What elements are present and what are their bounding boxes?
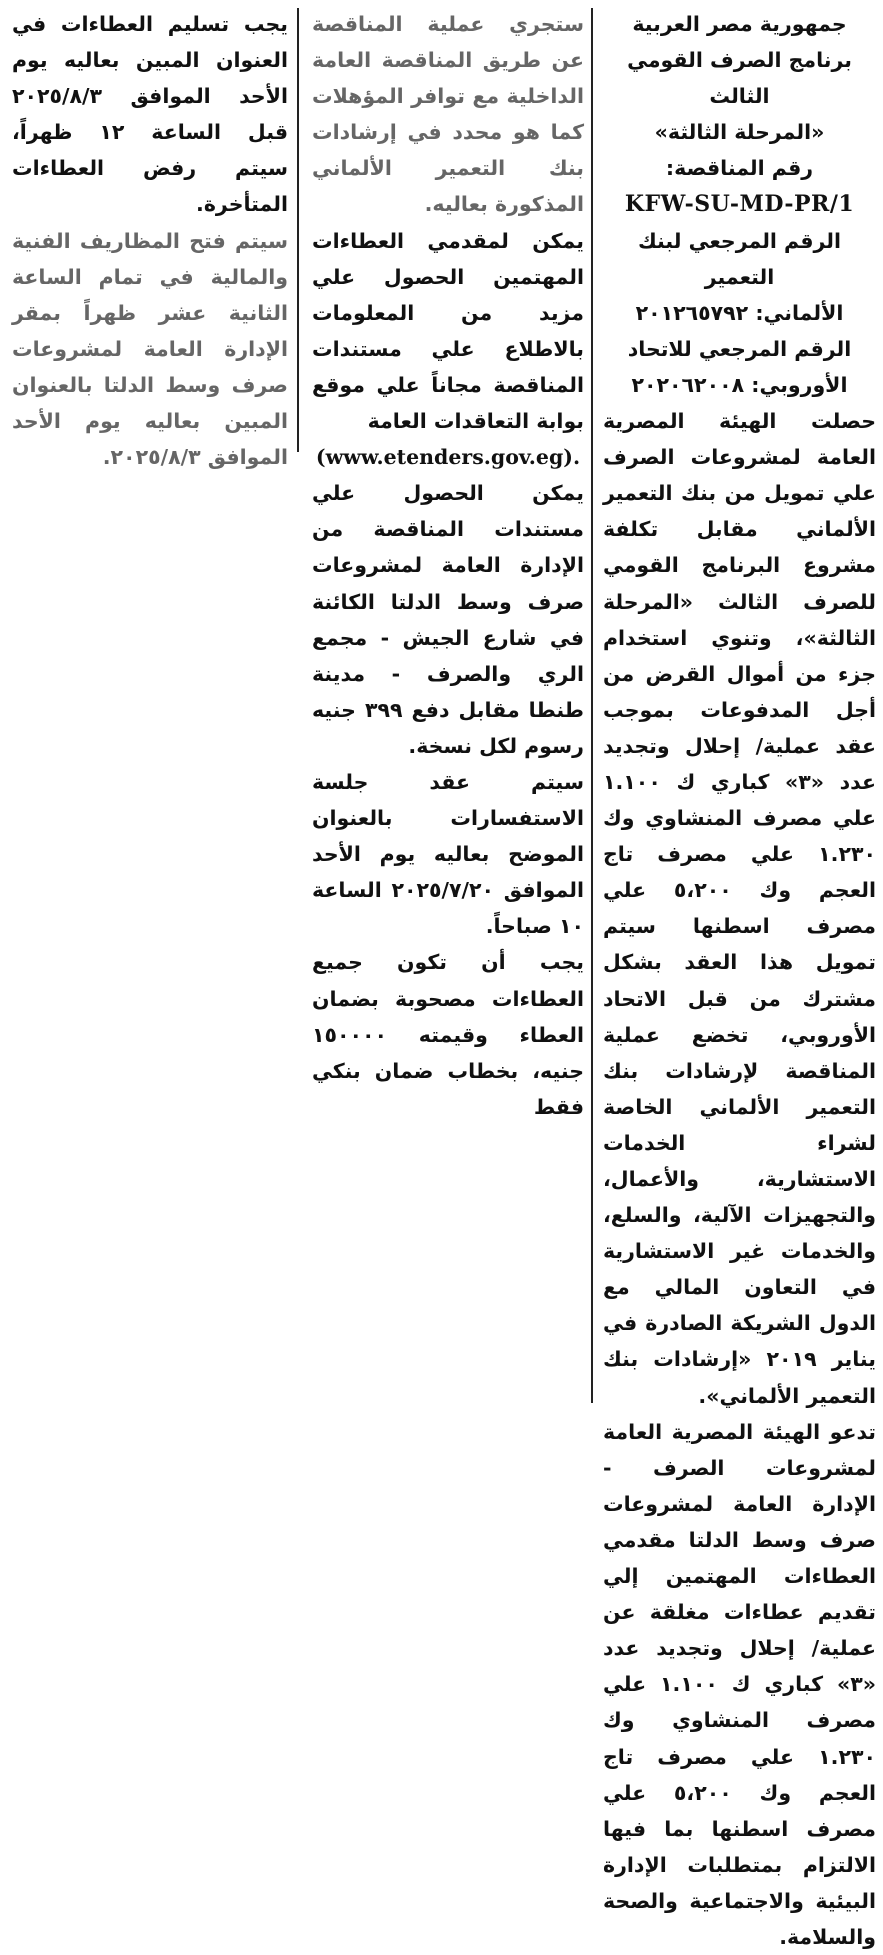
etenders-url: (www.etenders.gov.eg). <box>315 445 581 470</box>
kfw-reference-number: الألماني: ٢٠١٢٦٥٧٩٢ <box>635 300 844 325</box>
tender-number: KFW-SU-MD-PR/1 <box>624 191 855 218</box>
eu-reference-label: الرقم المرجعي للاتحاد <box>627 336 852 361</box>
phase-line: «المرحلة الثالثة» <box>654 120 825 145</box>
eu-reference-number: الأوروبي: ٢٠٢٠٦٢٠٠٨ <box>631 372 848 397</box>
kfw-reference-label: الرقم المرجعي لبنك التعمير <box>637 228 842 289</box>
program-line: برنامج الصرف القومي الثالث <box>627 48 852 109</box>
column-divider-right <box>591 8 593 1403</box>
column-middle <box>312 6 584 1125</box>
bid-security-paragraph: يجب أن تكون جميع العطاءات مصحوبة بضمان العطاء وقيمته ١٥٠٠٠٠ جنيه، بخطاب ضمان بنكي فقط <box>312 950 584 1119</box>
financing-paragraph: حصلت الهيئة المصرية العامة لمشروعات الصرف علي تمويل من بنك التعمير الألماني مقابل تكلفة مشروع البرنامج القومي للصرف الثالث «المرحلة الثالثة»، وتنوي استخدام جزء من أموال القرض من أجل المدفوعات بموجب عقد عملية/ إحلال وتجديد عدد «٣» كباري ك ١.١٠٠ علي مصرف المنشاوي وك ١.٢٣٠ علي مصرف تاج العجم وك ٥،٢٠٠ علي مصرف اسطنها سيتم تمويل هذا العقد بشكل مشترك من قبل الاتحاد الأوروبي، تخضع عملية المناقصة لإرشادات بنك التعمير الألماني الخاصة لشراء الخدمات الاستشارية، والأعمال، والتجهيزات الآلية، والسلع، والخدمات غير الاستشارية في التعاون المالي مع الدول الشريكة الصادرة في يناير ٢٠١٩ «إرشادات بنك التعمير الألماني». <box>603 409 877 1408</box>
submission-paragraph: يجب تسليم العطاءات في العنوان المبين بعاليه يوم الأحد الموافق ٢٠٢٥/٨/٣ قبل الساعة ١٢ ظهراً، سيتم رفض العطاءات المتأخرة. <box>12 12 288 217</box>
column-left <box>12 6 288 475</box>
documents-paragraph: يمكن الحصول علي مستندات المناقصة من الإدارة العامة لمشروعات صرف وسط الدلتا الكائنة في شارع الجيش - مجمع الري والصرف - مدينة طنطا مقابل دفع ٣٩٩ جنيه رسوم لكل نسخة. <box>312 481 584 758</box>
column-right <box>603 6 876 1955</box>
tender-number-label: رقم المناقصة: <box>665 156 814 181</box>
clarification-meeting-paragraph: سيتم عقد جلسة الاستفسارات بالعنوان الموضح بعاليه يوم الأحد الموافق ٢٠٢٥/٧/٢٠ الساعة ١٠ صباحاً. <box>312 769 584 939</box>
column-divider-left <box>297 8 299 452</box>
procedure-paragraph: ستجري عملية المناقصة عن طريق المناقصة العامة الداخلية مع توافر المؤهلات كما هو محدد في إرشادات بنك التعمير الألماني المذكورة بعاليه. <box>312 12 584 217</box>
invitation-paragraph: تدعو الهيئة المصرية العامة لمشروعات الصرف - الإدارة العامة لمشروعات صرف وسط الدلتا مقدمي العطاءات المهتمين إلي تقديم عطاءات مغلقة عن عملية/ إحلال وتجديد عدد «٣» كباري ك ١.١٠٠ علي مصرف المنشاوي وك ١.٢٣٠ علي مصرف تاج العجم وك ٥،٢٠٠ علي مصرف اسطنها بما فيها الالتزام بمتطلبات الإدارة البيئية والاجتماعية والصحة والسلامة. <box>603 1419 877 1949</box>
information-paragraph: يمكن لمقدمي العطاءات المهتمين الحصول علي مزيد من المعلومات بالاطلاع علي مستندات المناقصة مجاناً علي موقع بوابة التعاقدات العامة <box>312 228 584 434</box>
opening-paragraph: سيتم فتح المظاريف الفنية والمالية في تمام الساعة الثانية عشر ظهراً بمقر الإدارة العامة لمشروعات صرف وسط الدلتا بالعنوان المبين بعاليه يوم الأحد الموافق ٢٠٢٥/٨/٣. <box>12 228 288 470</box>
country-line: جمهورية مصر العربية <box>632 12 847 36</box>
